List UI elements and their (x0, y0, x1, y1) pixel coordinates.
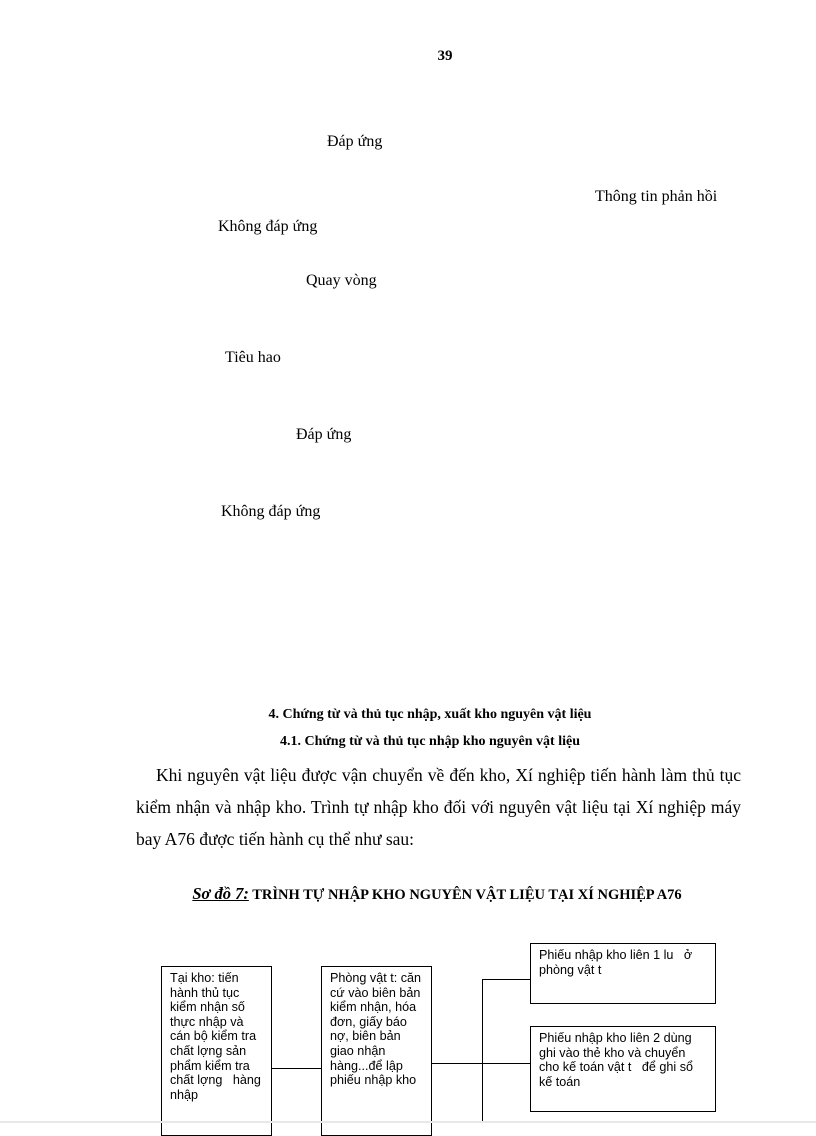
diagram-title-prefix: Sơ đồ 7: (192, 884, 249, 903)
section-paragraph: Khi nguyên vật liệu được vận chuyển về đến kho, Xí nghiệp tiến hành làm thủ tục kiểm nhận và nhập kho. Trình tự nhập kho đối với nguyên vật liệu tại Xí nghiệp máy bay A76 được tiến hành cụ thể như sau: (136, 765, 741, 849)
connector-branch-vertical (482, 979, 483, 1123)
connector-to-lien-2 (482, 1063, 530, 1064)
box-phong-vat-tu-text: Phòng vật t: căn cứ vào biên bản kiểm nhận, hóa đơn, giấy báo nợ, biên bản giao nhận hàng...để lập phiếu nhập kho (330, 971, 425, 1088)
label-khong-dap-ung-2: Không đáp ứng (221, 503, 321, 520)
page-number: 39 (437, 48, 453, 64)
box-phong-vat-tu (321, 966, 432, 1136)
label-dap-ung-2: Đáp ứng (296, 426, 352, 443)
box-phieu-nhap-lien-2-text: Phiếu nhập kho liên 2 dùng ghi vào thẻ kho và chuyển cho kế toán vật t để ghi sổ kế toán (539, 1031, 697, 1089)
label-quay-vong: Quay vòng (306, 272, 377, 289)
label-dap-ung-1: Đáp ứng (327, 133, 383, 150)
box-tai-kho-text: Tại kho: tiến hành thủ tục kiểm nhận số thực nhập và cán bộ kiểm tra chất lợng sản phẩm kiểm tra chất lợng hàng nhập (170, 971, 265, 1102)
connector-phong-to-branch (432, 1063, 482, 1064)
diagram-title (0, 884, 816, 904)
section-heading: 4. Chứng từ và thủ tục nhập, xuất kho nguyên vật liệu (268, 707, 592, 722)
box-phieu-nhap-lien-1 (530, 943, 716, 1004)
connector-to-lien-1 (482, 979, 530, 980)
diagram-title-text: TRÌNH TỰ NHẬP KHO NGUYÊN VẬT LIỆU TẠI XÍ NGHIỆP A76 (248, 887, 682, 903)
box-tai-kho (161, 966, 272, 1136)
label-tieu-hao: Tiêu hao (225, 349, 281, 366)
box-phieu-nhap-lien-2 (530, 1026, 716, 1112)
connector-kho-to-phong (272, 1068, 321, 1069)
label-thong-tin-phan-hoi: Thông tin phản hồi (595, 188, 718, 205)
label-khong-dap-ung-1: Không đáp ứng (218, 218, 318, 235)
section-subheading: 4.1. Chứng từ và thủ tục nhập kho nguyên vật liệu (280, 734, 580, 749)
box-phieu-nhap-lien-1-text: Phiếu nhập kho liên 1 lu ở phòng vật t (539, 948, 696, 977)
